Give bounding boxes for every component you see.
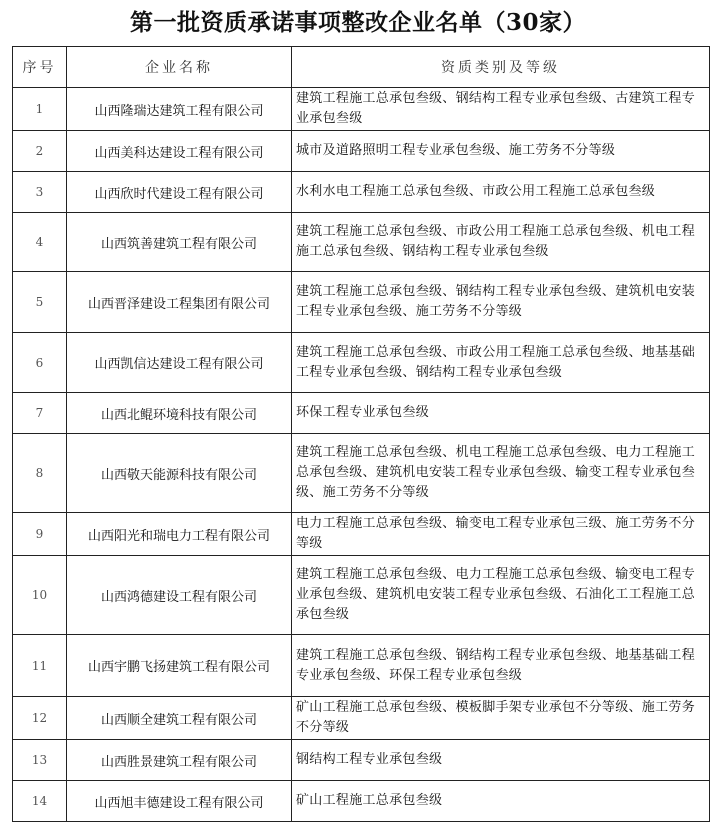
company-name: 山西美科达建设工程有限公司 [67,131,292,172]
table-row [13,635,710,697]
table-row [13,781,710,822]
qualification: 矿山工程施工总承包叁级 [292,781,710,822]
qualification: 电力工程施工总承包叁级、输变电工程专业承包三级、施工劳务不分等级 [292,513,710,556]
header-company-name: 企业名称 [67,47,292,88]
row-index: 8 [13,434,67,513]
qualification: 钢结构工程专业承包叁级 [292,740,710,781]
table-row [13,131,710,172]
company-name: 山西凯信达建设工程有限公司 [67,333,292,393]
row-index: 2 [13,131,67,172]
page-title: 第一批资质承诺事项整改企业名单（30家） [129,9,586,36]
company-table [12,46,710,822]
row-index: 12 [13,697,67,740]
row-index: 9 [13,513,67,556]
company-name: 山西阳光和瑞电力工程有限公司 [67,513,292,556]
company-name: 山西欣时代建设工程有限公司 [67,172,292,213]
qualification: 建筑工程施工总承包叁级、钢结构工程专业承包叁级、地基基础工程专业承包叁级、环保工程专业承包叁级 [292,635,710,697]
table-row [13,213,710,272]
row-index: 1 [13,88,67,131]
table-row [13,513,710,556]
row-index: 6 [13,333,67,393]
row-index: 5 [13,272,67,333]
row-index: 7 [13,393,67,434]
qualification: 建筑工程施工总承包叁级、钢结构工程专业承包叁级、古建筑工程专业承包叁级 [292,88,710,131]
qualification: 水利水电工程施工总承包叁级、市政公用工程施工总承包叁级 [292,172,710,213]
row-index: 10 [13,556,67,635]
table-row [13,172,710,213]
row-index: 3 [13,172,67,213]
row-index: 14 [13,781,67,822]
table-row [13,333,710,393]
table-row [13,697,710,740]
header-qualification: 资质类别及等级 [292,47,710,88]
qualification: 建筑工程施工总承包叁级、市政公用工程施工总承包叁级、机电工程施工总承包叁级、钢结构工程专业承包叁级 [292,213,710,272]
company-name: 山西筑善建筑工程有限公司 [67,213,292,272]
table-row [13,88,710,131]
table-row [13,272,710,333]
qualification: 城市及道路照明工程专业承包叁级、施工劳务不分等级 [292,131,710,172]
company-name: 山西顺全建筑工程有限公司 [67,697,292,740]
table-row [13,740,710,781]
company-name: 山西晋泽建设工程集团有限公司 [67,272,292,333]
company-name: 山西胜景建筑工程有限公司 [67,740,292,781]
company-name: 山西北鲲环境科技有限公司 [67,393,292,434]
table-header-row [13,47,710,88]
header-index: 序号 [13,47,67,88]
company-name: 山西旭丰德建设工程有限公司 [67,781,292,822]
row-index: 13 [13,740,67,781]
company-name: 山西隆瑞达建筑工程有限公司 [67,88,292,131]
table-row [13,393,710,434]
company-name: 山西鸿德建设工程有限公司 [67,556,292,635]
qualification: 建筑工程施工总承包叁级、钢结构工程专业承包叁级、建筑机电安装工程专业承包叁级、施工劳务不分等级 [292,272,710,333]
qualification: 建筑工程施工总承包叁级、机电工程施工总承包叁级、电力工程施工总承包叁级、建筑机电安装工程专业承包叁级、输变工程专业承包叁级、施工劳务不分等级 [292,434,710,513]
company-name: 山西宇鹏飞扬建筑工程有限公司 [67,635,292,697]
row-index: 4 [13,213,67,272]
qualification: 环保工程专业承包叁级 [292,393,710,434]
qualification: 矿山工程施工总承包叁级、模板脚手架专业承包不分等级、施工劳务不分等级 [292,697,710,740]
row-index: 11 [13,635,67,697]
table-row [13,556,710,635]
qualification: 建筑工程施工总承包叁级、市政公用工程施工总承包叁级、地基基础工程专业承包叁级、钢结构工程专业承包叁级 [292,333,710,393]
qualification: 建筑工程施工总承包叁级、电力工程施工总承包叁级、输变电工程专业承包叁级、建筑机电安装工程专业承包叁级、石油化工工程施工总承包叁级 [292,556,710,635]
table-row [13,434,710,513]
company-name: 山西敬天能源科技有限公司 [67,434,292,513]
